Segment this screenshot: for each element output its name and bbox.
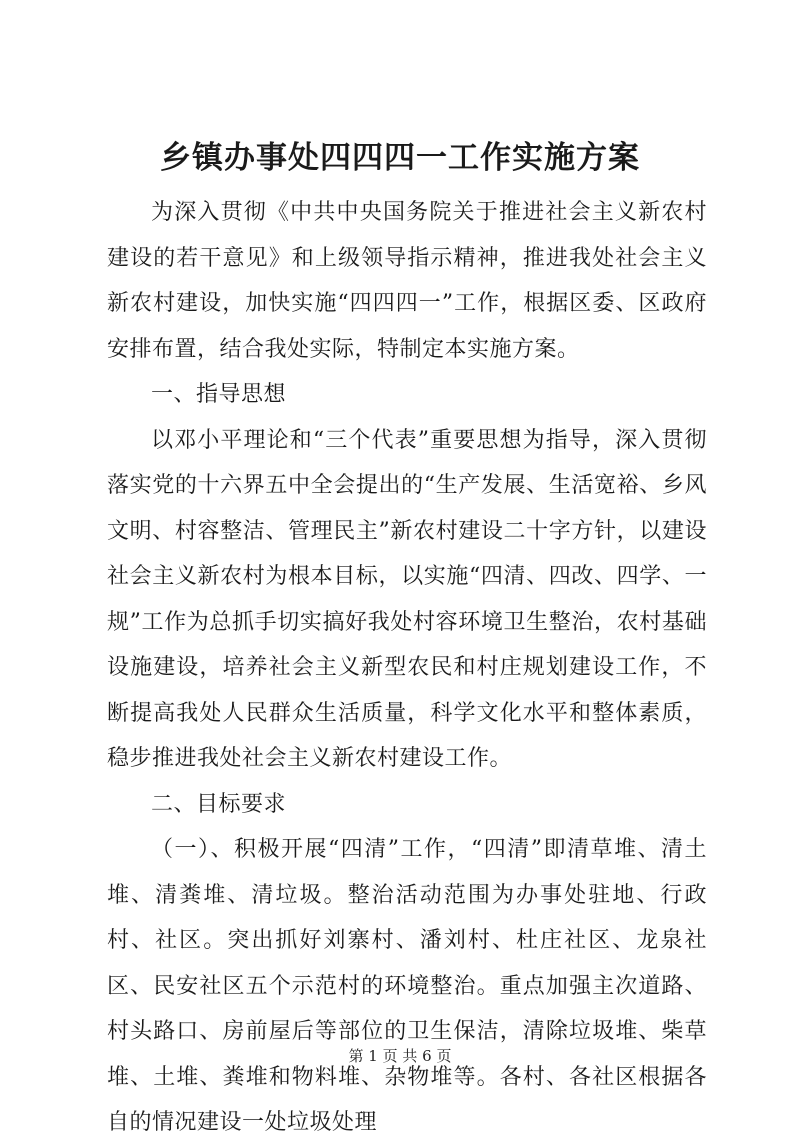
document-title: 乡镇办事处四四四一工作实施方案 (160, 140, 640, 176)
section-heading-guiding-ideology: 一、指导思想 (151, 382, 287, 407)
document-body (107, 190, 707, 1146)
intro-paragraph: 为深入贯彻《中共中央国务院关于推进社会主义新农村建设的若干意见》和上级领导指示精神，推进我处社会主义新农村建设，加快实施“四四四一”工作，根据区委、区政府安排布置，结合我处实际，特制定本实施方案。 (107, 200, 707, 362)
guiding-ideology-paragraph: 以邓小平理论和“三个代表”重要思想为指导，深入贯彻落实党的十六界五中全会提出的“生产发展、生活宽裕、乡风文明、村容整洁、管理民主”新农村建设二十字方针，以建设社会主义新农村为根本目标，以实施“四清、四改、四学、一规”工作为总抓手切实搞好我处村容环境卫生整治，农村基础设施建设，培养社会主义新型农民和村庄规划建设工作，不断提高我处人民群众生活质量，科学文化水平和整体素质，稳步推进我处社会主义新农村建设工作。 (107, 427, 707, 771)
goals-paragraph-1: （一）、积极开展“四清”工作，“四清”即清草堆、清土堆、清粪堆、清垃圾。整治活动范围为办事处驻地、行政村、社区。突出抓好刘寨村、潘刘村、杜庄社区、龙泉社区、民安社区五个示范村的环境整治。重点加强主次道路、村头路口、房前屋后等部位的卫生保洁，清除垃圾堆、柴草堆、土堆、粪堆和物料堆、杂物堆等。各村、各社区根据各自的情况建设一处垃圾处理 (107, 837, 707, 1135)
section-heading-goals: 二、目标要求 (151, 791, 287, 817)
page-footer: 第 1 页 共 6 页 (348, 1047, 452, 1065)
